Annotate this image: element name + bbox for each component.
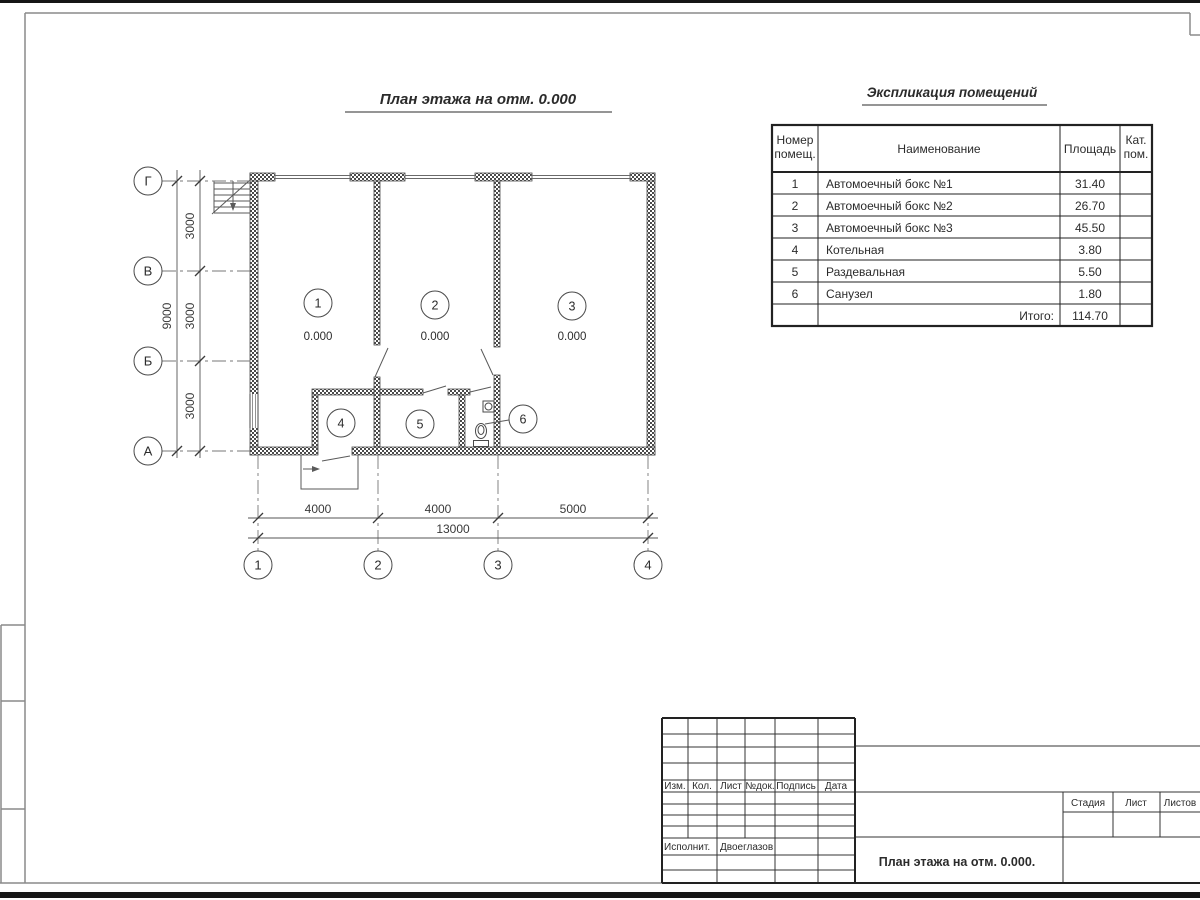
cell-number: 5: [791, 265, 799, 279]
axis-label: Г: [144, 173, 152, 189]
col-izm: Изм.: [664, 781, 686, 792]
wall-top-seg2: [350, 173, 405, 181]
axis-label: 2: [374, 557, 382, 573]
sanitary-fixtures: [474, 401, 495, 447]
partition-axis3-lower: [494, 375, 500, 447]
col-list: Лист: [720, 781, 742, 792]
partition-room5-top: [380, 389, 423, 395]
wall-bottom-seg1: [250, 447, 318, 455]
stair: [212, 180, 250, 214]
explication-title: Экспликация помещений: [866, 85, 1038, 100]
total-label: Итого:: [1019, 309, 1054, 323]
header-category: пом.: [1123, 147, 1149, 161]
dim-left-2: 3000: [183, 302, 197, 330]
bottom-border-band: [0, 892, 1200, 898]
cell-area: 31.40: [1074, 177, 1106, 191]
executor-label: Исполнит.: [664, 842, 711, 853]
header-number: Номер: [776, 133, 814, 147]
table-row: [792, 221, 1106, 235]
cell-name: Санузел: [826, 287, 873, 301]
level-mark: 0.000: [557, 331, 587, 343]
door-swings: [322, 348, 493, 461]
room-number: 1: [314, 296, 322, 311]
partition-room4-top: [312, 389, 374, 395]
title-block: [662, 718, 1200, 883]
cell-number: 4: [791, 243, 799, 257]
entrance-arrow: [312, 466, 320, 472]
axis-lines: [162, 181, 648, 551]
executor-name: Двоеглазов: [720, 842, 774, 853]
partition-axis2-lower: [374, 377, 380, 447]
cell-name: Автомоечный бокс №1: [826, 177, 953, 191]
cell-area: 26.70: [1074, 199, 1106, 213]
cell-number: 3: [791, 221, 799, 235]
cell-name: Котельная: [826, 243, 885, 257]
partition-room4-left: [312, 395, 318, 447]
stair-break-line: [212, 180, 250, 214]
gate-openings: [275, 173, 630, 181]
axis-label: Б: [143, 353, 153, 369]
axis-circles: [134, 167, 662, 579]
axis-label: А: [143, 443, 153, 459]
partition-room5-6: [459, 395, 465, 447]
document-title: План этажа на отм. 0.000.: [878, 855, 1036, 869]
table-row: [792, 177, 1106, 191]
door-room6: [470, 387, 491, 392]
room-number: 2: [431, 298, 439, 313]
toilet-symbol: [474, 424, 489, 447]
header-category: Кат.: [1125, 133, 1147, 147]
room-number: 3: [568, 299, 576, 314]
cell-area: 1.80: [1078, 287, 1102, 301]
door-entrance: [322, 456, 350, 461]
col-kol: Кол.: [692, 781, 712, 792]
partition-axis3-upper: [494, 181, 500, 347]
wall-right: [647, 173, 655, 455]
cell-area: 45.50: [1074, 221, 1106, 235]
header-name: Наименование: [897, 142, 981, 156]
window-left-wall: [249, 394, 259, 428]
dim-bottom-2: 4000: [424, 502, 452, 516]
sheets-label: Листов: [1163, 798, 1197, 809]
axis-label: 3: [494, 557, 502, 573]
table-row: [792, 199, 1106, 213]
col-podpis: Подпись: [776, 781, 816, 792]
table-row: [792, 265, 1102, 279]
cell-area: 5.50: [1078, 265, 1102, 279]
dim-bottom-3: 5000: [559, 502, 587, 516]
axis-label: 4: [644, 557, 652, 573]
partition-axis2-upper: [374, 181, 380, 345]
door-room3: [481, 349, 493, 375]
dim-bottom-1: 4000: [304, 502, 332, 516]
room-marks: [304, 289, 587, 438]
title-block-labels: [664, 781, 1196, 869]
table-row: [792, 287, 1102, 301]
axis-label: В: [143, 263, 153, 279]
plan-title: План этажа на отм. 0.000: [379, 91, 577, 108]
frame-left-boxes: [1, 625, 25, 883]
dimension-labels: [160, 212, 587, 536]
wall-top-seg4: [630, 173, 655, 181]
level-mark: 0.000: [303, 331, 333, 343]
axis-label: 1: [254, 557, 262, 573]
sheet-label: Лист: [1125, 798, 1147, 809]
cell-name: Автомоечный бокс №2: [826, 199, 953, 213]
interior-partitions: [312, 181, 500, 447]
cell-number: 6: [791, 287, 799, 301]
sink-symbol: [483, 401, 494, 412]
partition-room6-top: [448, 389, 470, 395]
wall-top-seg3: [475, 173, 532, 181]
door-room5: [423, 386, 446, 393]
dim-left-total: 9000: [160, 302, 174, 330]
dim-left-1: 3000: [183, 212, 197, 240]
table-total-row: [1019, 309, 1108, 323]
cell-name: Раздевальная: [826, 265, 906, 279]
cell-number: 1: [791, 177, 799, 191]
table-row: [792, 243, 1102, 257]
dimension-lines: [177, 170, 658, 538]
cell-area: 3.80: [1078, 243, 1102, 257]
header-area: Площадь: [1063, 142, 1117, 156]
dimension-ticks: [172, 176, 653, 543]
room-number: 6: [519, 412, 527, 427]
table-header: [774, 133, 1148, 161]
cell-number: 2: [791, 199, 799, 213]
col-data: Дата: [824, 781, 848, 792]
header-number: помещ.: [774, 147, 816, 161]
wall-bottom-seg2: [352, 447, 655, 455]
col-ndok: №док.: [745, 781, 775, 792]
dim-bottom-total: 13000: [436, 522, 470, 536]
level-mark: 0.000: [420, 331, 450, 343]
door-room2: [375, 348, 388, 377]
stage-label: Стадия: [1070, 798, 1106, 809]
dim-left-3: 3000: [183, 392, 197, 420]
cell-name: Автомоечный бокс №3: [826, 221, 953, 235]
room-number: 5: [416, 417, 424, 432]
top-border-band: [0, 0, 1200, 3]
wall-top-seg1: [250, 173, 275, 181]
room-number: 4: [337, 416, 345, 431]
explication-table: [772, 125, 1152, 326]
total-area: 114.70: [1072, 309, 1108, 323]
